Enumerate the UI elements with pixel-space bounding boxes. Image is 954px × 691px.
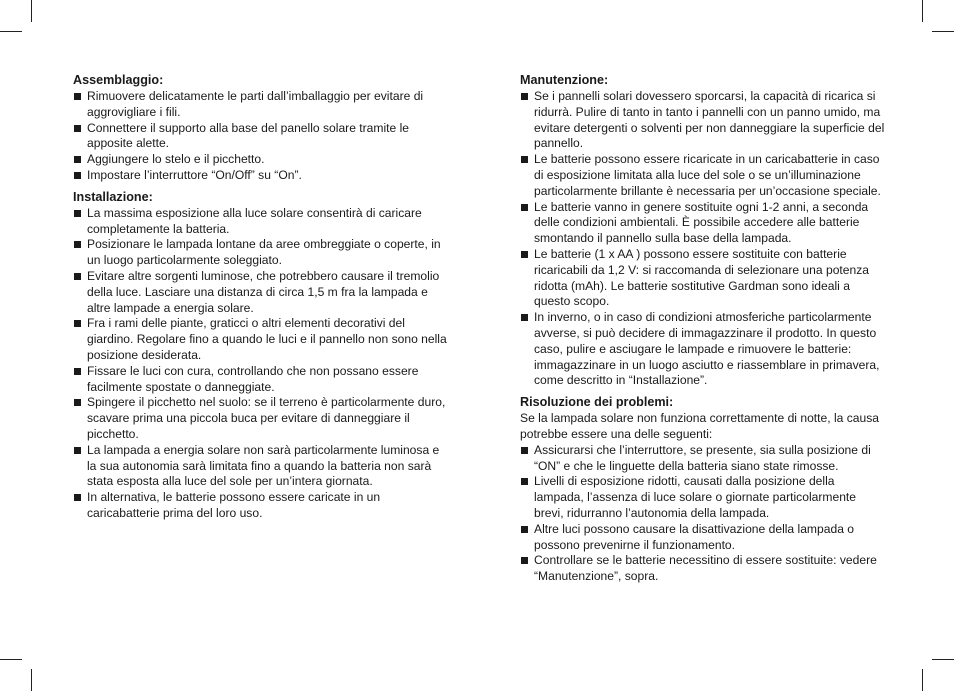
list-item: Altre luci possono causare la disattivazione della lampada o possono prevenirne il funzionamento. <box>520 522 886 554</box>
square-bullet-icon <box>521 526 528 533</box>
list-item: Le batterie (1 x AA ) possono essere sostituite con batterie ricaricabili da 1,2 V: si raccomanda di selezionare una potenza ridotta (mAh). Le batterie sostitutive Gardman sono ideali a questo scopo. <box>520 247 886 310</box>
square-bullet-icon <box>521 204 528 211</box>
square-bullet-icon <box>521 478 528 485</box>
list-item: Fissare le luci con cura, controllando che non possano essere facilmente spostate o danneggiate. <box>73 364 451 396</box>
crop-mark <box>922 669 923 691</box>
right-column <box>520 72 886 585</box>
list-item: Evitare altre sorgenti luminose, che potrebbero causare il tremolio della luce. Lasciare una distanza di circa 1,5 m fra la lampada e altre lampade a energia solare. <box>73 269 451 316</box>
crop-mark <box>0 31 22 32</box>
list-item: Controllare se le batterie necessitino di essere sostituite: vedere “Manutenzione”, sopra. <box>520 553 886 585</box>
maintenance-list <box>520 89 886 389</box>
crop-mark <box>932 659 954 660</box>
assembly-title: Assemblaggio: <box>73 73 164 87</box>
list-item: Le batterie possono essere ricaricate in un caricabatterie in caso di esposizione limitata alla luce del sole o se un’illuminazione particolarmente brillante è necessaria per un’occasione speciale. <box>520 152 886 199</box>
square-bullet-icon <box>521 93 528 100</box>
assembly-section <box>73 72 451 184</box>
list-item: La lampada a energia solare non sarà particolarmente luminosa e la sua autonomia sarà limitata fino a quando la batteria non sarà stata esposta alla luce del sole per un’intera giornata. <box>73 443 451 490</box>
list-item: Fra i rami delle piante, graticci o altri elementi decorativi del giardino. Regolare fino a quando le luci e il pannello non sono nella posizione desiderata. <box>73 316 451 363</box>
list-item: Assicurarsi che l’interruttore, se presente, sia sulla posizione di “ON” e che le linguette della batteria siano state rimosse. <box>520 443 886 475</box>
list-item: La massima esposizione alla luce solare consentirà di caricare completamente la batteria. <box>73 206 451 238</box>
assembly-list <box>73 89 451 184</box>
square-bullet-icon <box>74 494 81 501</box>
installation-list <box>73 206 451 522</box>
crop-mark <box>31 0 32 22</box>
list-item: In inverno, o in caso di condizioni atmosferiche particolarmente avverse, si può decidere di immagazzinare il prodotto. In questo caso, pulire e asciugare le lampade e rimuovere le batterie: immagazzinare in un luogo asciutto e riassemblare in primavera, come descritto in “Installazione”. <box>520 310 886 389</box>
square-bullet-icon <box>74 210 81 217</box>
list-item: Posizionare le lampada lontane da aree ombreggiate o coperte, in un luogo particolarmente soleggiato. <box>73 237 451 269</box>
crop-mark <box>0 659 22 660</box>
troubleshooting-list <box>520 443 886 585</box>
list-item: In alternativa, le batterie possono essere caricate in un caricabatterie prima del loro uso. <box>73 490 451 522</box>
left-column <box>73 72 451 522</box>
list-item: Livelli di esposizione ridotti, causati dalla posizione della lampada, l’assenza di luce solare o giornate particolarmente brevi, ridurranno l’autonomia della lampada. <box>520 474 886 521</box>
list-item: Se i pannelli solari dovessero sporcarsi, la capacità di ricarica si ridurrà. Pulire di tanto in tanto i pannelli con un panno umido, ma evitare detergenti o solventi per non danneggiare la superficie del pannello. <box>520 89 886 152</box>
crop-mark <box>932 31 954 32</box>
square-bullet-icon <box>74 320 81 327</box>
square-bullet-icon <box>74 93 81 100</box>
square-bullet-icon <box>521 557 528 564</box>
square-bullet-icon <box>74 125 81 132</box>
list-item: Rimuovere delicatamente le parti dall’imballaggio per evitare di aggrovigliare i fili. <box>73 89 451 121</box>
troubleshooting-title: Risoluzione dei problemi: <box>520 395 674 410</box>
square-bullet-icon <box>74 241 81 248</box>
list-item: Impostare l’interruttore “On/Off” su “On”. <box>73 168 451 184</box>
square-bullet-icon <box>521 314 528 321</box>
crop-mark <box>31 669 32 691</box>
troubleshooting-intro: Se la lampada solare non funziona correttamente di notte, la causa potrebbe essere una delle seguenti: <box>520 411 880 441</box>
troubleshooting-section <box>520 394 886 585</box>
installation-section <box>73 189 451 522</box>
square-bullet-icon <box>74 368 81 375</box>
installation-title: Installazione: <box>73 189 153 204</box>
list-item: Aggiungere lo stelo e il picchetto. <box>73 152 451 168</box>
square-bullet-icon <box>74 447 81 454</box>
square-bullet-icon <box>521 251 528 258</box>
list-item: Spingere il picchetto nel suolo: se il terreno è particolarmente duro, scavare prima una piccola buca per evitare di danneggiare il picchetto. <box>73 395 451 442</box>
maintenance-title: Manutenzione: <box>520 73 609 87</box>
square-bullet-icon <box>521 156 528 163</box>
list-item: Connettere il supporto alla base del panello solare tramite le apposite alette. <box>73 121 451 153</box>
square-bullet-icon <box>521 447 528 454</box>
list-item: Le batterie vanno in genere sostituite ogni 1-2 anni, a seconda delle condizioni ambientali. È possibile accedere alle batterie smontando il pannello sulla base della lampada. <box>520 200 886 247</box>
square-bullet-icon <box>74 172 81 179</box>
square-bullet-icon <box>74 156 81 163</box>
maintenance-section <box>520 72 886 389</box>
square-bullet-icon <box>74 399 81 406</box>
crop-mark <box>922 0 923 22</box>
square-bullet-icon <box>74 273 81 280</box>
